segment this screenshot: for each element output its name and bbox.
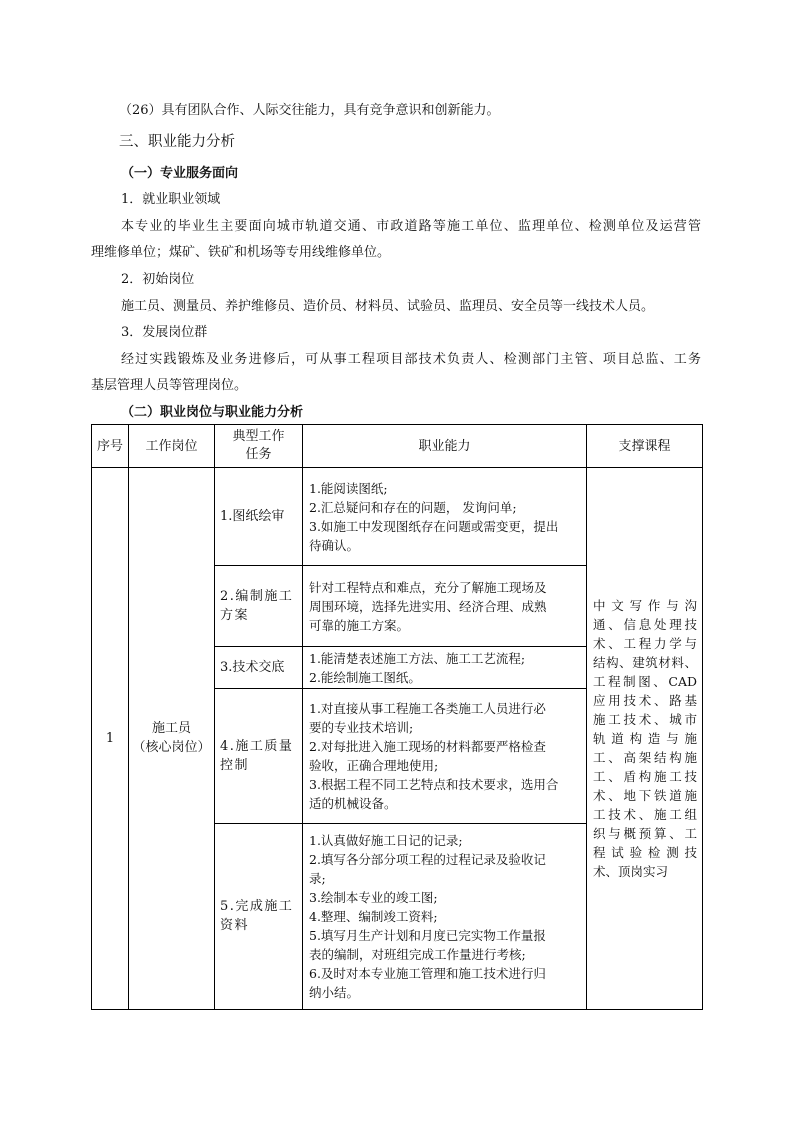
item-heading-3: 3．发展岗位群 [121,325,208,340]
task-ability-4: 1.对直接从事工程施工各类施工人员进行必 要的专业技术培训; 2.对每批进入施工现场的材料都要严格检查 验收，正确合理地使用; 3.根据工程不同工艺特点和技术要求，选用合 适的机械设备。 [309,701,559,811]
item-text-2-line-1: 施工员、测量员、养护维修员、造价员、材料员、试验员、监理员、安全员等一线技术人员。 [121,299,655,314]
item-text-1-line-1: 本专业的毕业生主要面向城市轨道交通、市政道路等施工单位、监理单位、检测单位及运营管 [121,219,701,234]
task-name-2: 2.编制施工 方案 [220,589,294,623]
header-course: 支撑课程 [618,438,671,454]
task-name-3: 3.技术交底 [220,660,285,675]
task-ability-5: 1.认真做好施工日记的记录; 2.填写各分部分项工程的过程记录及验收记 录; 3.绘制本专业的竣工图; 4.整理、编制竣工资料; 5.填写月生产计划和月度已完实物工作量报 表的编制，对班组完成工作量进行考核; 6.及时对本专业施工管理和施工技术进行归 纳小结。 [309,832,546,1000]
table-divider [586,425,587,1009]
table-divider [302,425,303,1009]
task-ability-2: 针对工程特点和难点，充分了解施工现场及 周围环境，选择先进实用、经济合理、成熟 可靠的施工方案。 [309,579,547,633]
header-no: 序号 [96,438,123,454]
section-title: 三、职业能力分析 [119,134,235,150]
table-divider [214,425,215,1009]
item-text-1-line-2: 理维修单位；煤矿、铁矿和机场等专用线维修单位。 [91,245,391,260]
header-post: 工作岗位 [145,438,198,454]
support-courses: 中文写作与沟 通、信息处理技 术、工程力学与 结构、建筑材料、 工程制图、CAD 应用技术、路基 施工技术、城市 轨道构造与施 工、高架结构施 工、盾构施工技 术、地下铁道施 工技术、施工组 织与概预算、工 程试验检测技 术、顶岗实习 [593,597,697,879]
row-no: 1 [105,730,115,746]
item-text-3-line-1: 经过实践锻炼及业务进修后，可从事工程项目部技术负责人、检测部门主管、项目总监、工务 [121,352,701,367]
task-ability-3: 1.能清楚表述施工方法、施工工艺流程; 2.能绘制施工图纸。 [309,650,526,685]
item-heading-1: 1．就业职业领域 [121,192,221,207]
row-post: 施工员 （核心岗位） [132,721,211,755]
career-ability-table [91,424,703,1010]
subsection-title-2: （二）职业岗位与职业能力分析 [121,405,304,420]
header-task: 典型工作 任务 [232,429,285,462]
subsection-title-1: （一）专业服务面向 [121,166,239,181]
intro-item: （26）具有团队合作、人际交往能力，具有竞争意识和创新能力。 [119,103,500,118]
item-heading-2: 2．初始岗位 [121,272,195,287]
task-name-1: 1.图纸绘审 [220,509,285,524]
task-ability-1: 1.能阅读图纸; 2.汇总疑问和存在的问题， 发询问单; 3.如施工中发现图纸存在问题或需变更，提出 待确认。 [309,480,559,553]
item-text-3-line-2: 基层管理人员等管理岗位。 [91,378,248,393]
task-name-5: 5.完成施工 资料 [220,899,294,933]
task-name-4: 4.施工质量 控制 [220,739,294,773]
header-ability: 职业能力 [418,438,471,454]
